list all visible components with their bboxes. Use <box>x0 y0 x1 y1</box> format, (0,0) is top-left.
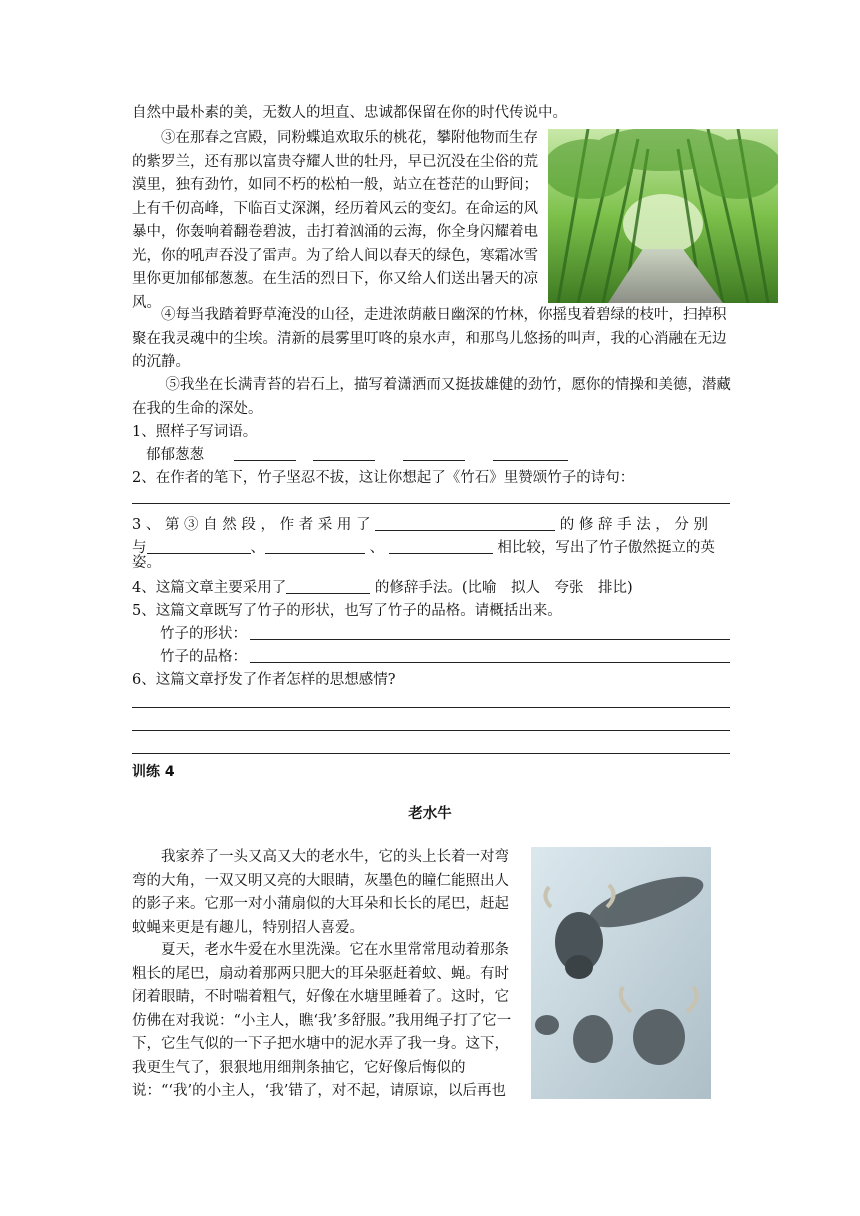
question-6: 6、这篇文章抒发了作者怎样的思想感情? <box>132 672 396 688</box>
q1-example-word: 郁郁葱葱 <box>146 447 204 463</box>
question-2: 2、在作者的笔下，竹子坚忍不拔，这让你想起了《竹石》里赞颂竹子的诗句： <box>132 470 635 486</box>
q6-answer-line-3[interactable] <box>132 753 730 754</box>
q2-answer-line[interactable] <box>132 503 730 504</box>
question-3-part-c: 与 <box>132 540 147 556</box>
q1-answer-blank-1[interactable] <box>234 460 296 461</box>
passage2-para-1: 我家养了一头又高又大的老水牛，它的头上长着一对弯弯的大角，一双又明又亮的大眼睛，灰墨色的瞳仁能照出人的影子来。它那一对小蒲扇似的大耳朵和长长的尾巴，赶起蚊蝇来更是有趣儿，特别招人喜爱。 <box>132 849 509 936</box>
passage2-para-2: 夏天，老水牛爱在水里洗澡。它在水里常常甩动着那条粗长的尾巴，扇动着那两只肥大的耳朵驱赶着蚊、蝇。有时闭着眼睛，不时喘着粗气，好像在水塘里睡着了。这时，它仿佛在对我说：“小主人，瞧‘我’多舒服。”我用绳子打了它一下，它生气似的一下子把水塘中的泥水弄了我一身。这下，我更生气了，狠狠地用细荆条抽它，它好像后悔似的说：“‘我’的小主人，‘我’错了，对不起，请原谅，以后再也 <box>132 942 512 1099</box>
question-3-sep-1: 、 <box>250 540 265 556</box>
q5-quality-label: 竹子的品格： <box>160 649 247 665</box>
passage-para-5: ⑤我坐在长满青苔的岩石上，描写着潇洒而又挺拔雄健的劲竹，愿你的情操和美德，潜藏在我的生命的深处。 <box>132 377 731 417</box>
q1-answer-blank-2[interactable] <box>313 460 375 461</box>
q1-answer-blank-3[interactable] <box>403 460 465 461</box>
q5-shape-answer-line[interactable] <box>250 639 730 640</box>
q3-rhetoric-blank[interactable] <box>375 516 555 531</box>
question-3-part-a: 3 、 第 ③ 自 然 段 ， 作 者 采 用 了 <box>132 517 371 533</box>
question-3-sep-2: 、 <box>369 540 385 556</box>
question-3-part-b: 的 修 辞 手 法 ， 分 别 <box>559 517 709 533</box>
passage-para-4: ④每当我踏着野草淹没的山径，走进浓荫蔽日幽深的竹林，你摇曳着碧绿的枝叶，扫掉积聚在我灵魂中的尘埃。清新的晨雾里叮咚的泉水声，和那鸟儿悠扬的叫声，我的心消融在无边的沉静。 <box>132 307 727 370</box>
question-4-part-b: 的修辞手法。(比喻 拟人 夸张 排比) <box>374 580 633 596</box>
section-label: 训练 4 <box>132 764 175 780</box>
question-4-part-a: 4、这篇文章主要采用了 <box>132 580 287 596</box>
q5-shape-label: 竹子的形状： <box>160 626 247 642</box>
passage-para-3: ③在那春之宫殿，同粉蝶追欢取乐的桃花，攀附他物而生存的紫罗兰，还有那以富贵夺耀人世的牡丹，早已沉没在尘俗的荒漠里，独有劲竹，如同不朽的松柏一般，站立在苍茫的山野间；上有千仞高峰，下临百丈深渊，经历着风云的变幻。在命运的风暴中，你轰响着翻卷碧波，击打着汹涌的云海，你全身闪耀着电光，你的吼声吞没了雷声。为了给人间以春天的绿色，寒霜冰雪里你更加郁郁葱葱。在生活的烈日下，你又给人们送出暑天的凉风。 <box>132 130 538 311</box>
q6-answer-line-2[interactable] <box>132 730 730 731</box>
passage-line-top: 自然中最朴素的美，无数人的坦直、忠诚都保留在你的时代传说中。 <box>132 105 567 121</box>
passage-title: 老水牛 <box>408 806 452 822</box>
water-buffalo-photo <box>531 847 711 1099</box>
bamboo-path-photo <box>548 129 778 303</box>
question-3-part-e: 姿。 <box>132 555 161 571</box>
question-3-part-d: 相比较，写出了竹子傲然挺立的英 <box>497 540 715 556</box>
q4-answer-blank[interactable] <box>286 579 370 594</box>
q5-quality-answer-line[interactable] <box>250 662 730 663</box>
q1-answer-blank-4[interactable] <box>493 460 568 461</box>
question-1: 1、照样子写词语。 <box>132 424 258 440</box>
q6-answer-line-1[interactable] <box>132 707 730 708</box>
question-5: 5、这篇文章既写了竹子的形状，也写了竹子的品格。请概括出来。 <box>132 603 562 619</box>
